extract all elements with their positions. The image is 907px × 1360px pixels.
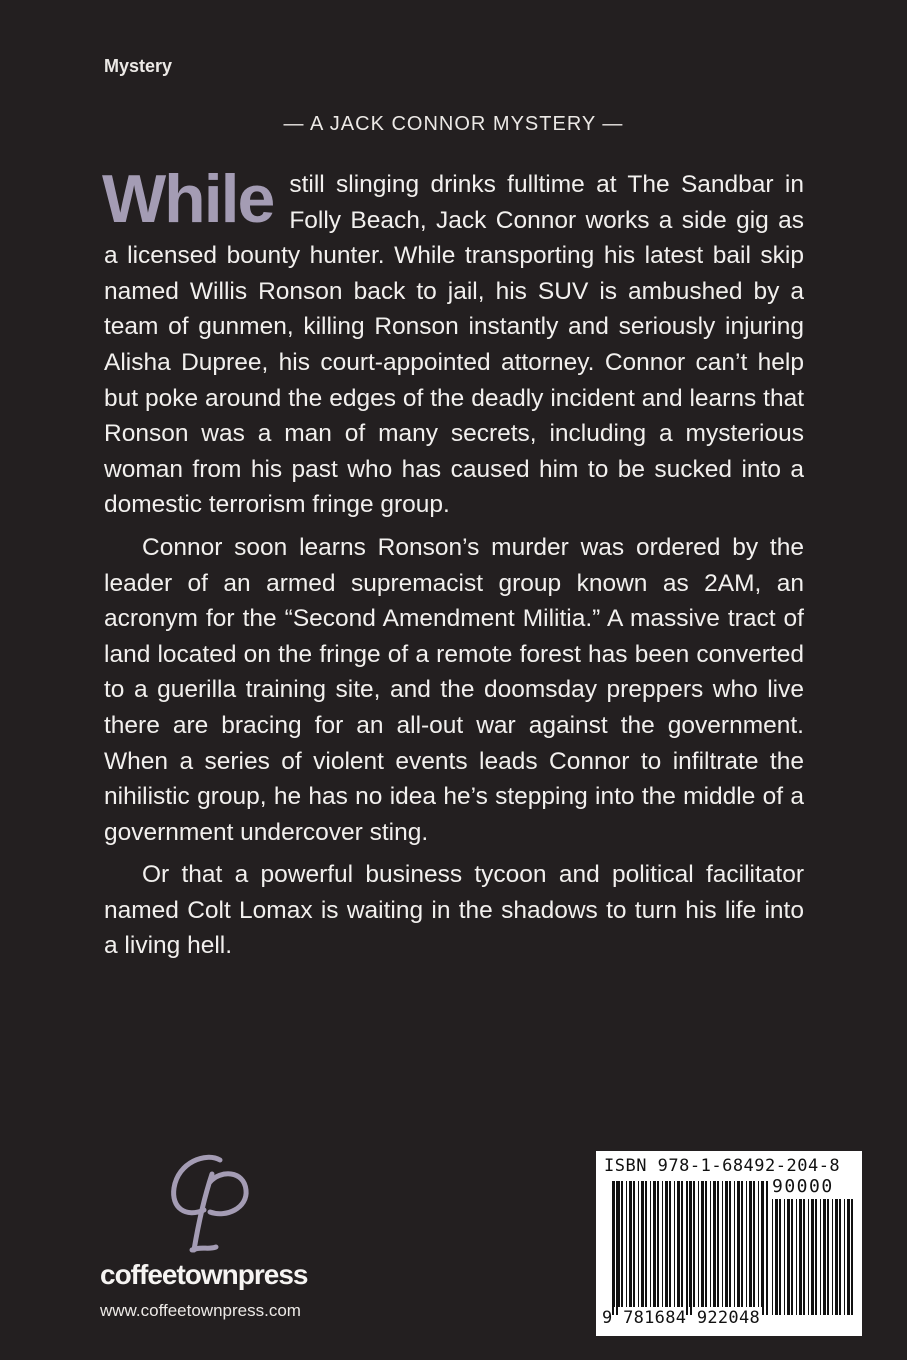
dropcap-word: While	[102, 161, 274, 237]
blurb-paragraph-1	[102, 161, 804, 523]
isbn-barcode	[596, 1151, 862, 1336]
publisher-logo	[100, 1152, 340, 1321]
price-code: 90000	[772, 1176, 834, 1197]
publisher-name: coffeetownpress	[100, 1259, 308, 1290]
genre-label: Mystery	[104, 56, 173, 76]
blurb-paragraph-3: Or that a powerful business tycoon and political facilitator named Colt Lomax is waiting in the shadows to turn his life into a living hell.	[104, 861, 804, 960]
series-title: — A JACK CONNOR MYSTERY —	[283, 113, 624, 135]
isbn-text: ISBN 978-1-68492-204-8	[604, 1156, 841, 1176]
blurb-paragraph-1-text: still slinging drinks fulltime at The Sandbar in Folly Beach, Jack Connor works a side gig as a licensed bounty hunter. While transporting his latest bail skip named Willis Ronson back to jail, his SUV is ambushed by a team of gunmen, killing Ronson instantly and seriously injuring Alisha Dupree, his court-appointed attorney. Connor can’t help but poke around the edges of the deadly incident and learns that Ronson was a man of many secrets, including a mysterious woman from his past who has caused him to be sucked into a domestic terrorism fringe group.	[104, 171, 804, 519]
barcode-digits: 9 781684 922048	[602, 1308, 761, 1328]
blurb-paragraph-2: Connor soon learns Ronson’s murder was ordered by the leader of an armed supremacist group known as 2AM, an acronym for the “Second Amendment Militia.” A massive tract of land located on the fringe of a remote forest has been converted to a guerilla training site, and the doomsday preppers who live there are bracing for an all-out war against the government. When a series of violent events leads Connor to infiltrate the nihilistic group, he has no idea he’s stepping into the middle of a government undercover sting.	[104, 533, 804, 846]
cp-monogram-icon	[162, 1152, 257, 1257]
back-cover-blurb	[102, 161, 804, 971]
publisher-url: www.coffeetownpress.com	[100, 1301, 301, 1320]
